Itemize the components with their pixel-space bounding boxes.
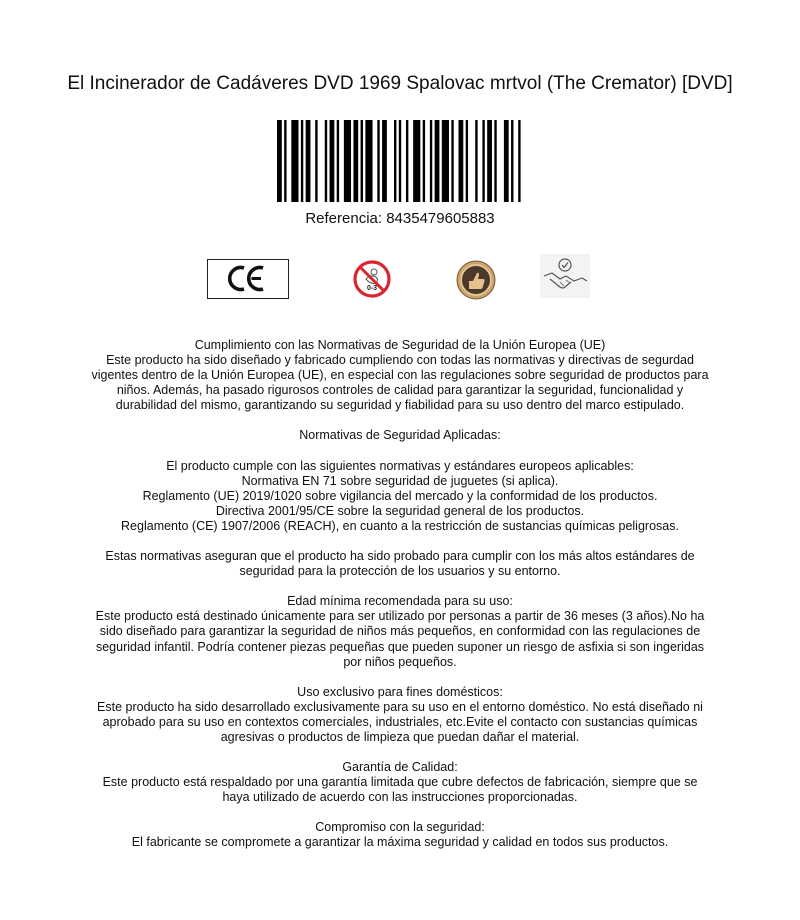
barcode-bar: [344, 120, 351, 202]
section-line: agresivas o productos de limpieza que puedan dañar el material.: [220, 729, 580, 744]
section-heading: Normativas de Seguridad Aplicadas:: [299, 428, 501, 443]
barcode-bar: [361, 120, 363, 202]
barcode-bar: [466, 120, 468, 202]
section-spacer: [60, 805, 740, 820]
section-spacer: [60, 444, 740, 459]
section-line: Este producto está respaldado por una garantía limitada que cubre defectos de fabricación, siempre que se: [102, 775, 698, 790]
barcode-bar: [475, 120, 477, 202]
barcode-bar: [487, 120, 492, 202]
section-line: sido diseñado para garantizar la seguridad de niños más pequeños, en conformidad con las regulaciones de: [99, 624, 701, 639]
barcode-bar: [353, 120, 358, 202]
handshake-check-icon: [540, 254, 590, 298]
section-line: Este producto ha sido desarrollado exclusivamente para su uso en el entorno doméstico. No está diseñado ni: [97, 699, 703, 714]
section-spacer: [60, 413, 740, 428]
barcode-bar: [277, 120, 282, 202]
section-spacer: [60, 745, 740, 760]
barcode-bar: [284, 120, 286, 202]
section-line: Directiva 2001/95/CE sobre la seguridad general de los productos.: [215, 503, 585, 518]
barcode-bar: [377, 120, 379, 202]
barcode-bar: [430, 120, 432, 202]
barcode-image: [277, 120, 523, 202]
certification-icons: [0, 252, 800, 304]
section-line: Este producto está destinado únicamente para ser utilizado por personas a partir de 36 meses (3 años).No ha: [95, 609, 705, 624]
barcode-bar: [330, 120, 335, 202]
section-heading: Estas normativas aseguran que el producto ha sido probado para cumplir con los más altos estándares de: [105, 549, 695, 564]
barcode-bar: [325, 120, 327, 202]
section-line: El fabricante se compromete a garantizar la máxima seguridad y calidad en todos sus productos.: [131, 835, 669, 850]
section-heading: Garantía de Calidad:: [342, 760, 458, 775]
quality-badge-icon: [455, 259, 497, 301]
section-line: vigentes dentro de la Unión Europea (UE), en especial con las regulaciones sobre seguridad de productos para: [91, 368, 709, 383]
section-line: haya utilizado de acuerdo con las instrucciones proporcionadas.: [222, 790, 578, 805]
barcode-bar: [306, 120, 311, 202]
barcode-bar: [459, 120, 464, 202]
barcode-bar: [291, 120, 298, 202]
section-line: aprobado para su uso en contextos comerciales, industriales, etc.Evite el contacto con sustancias químicas: [102, 714, 698, 729]
age-restriction-0-3-icon: [352, 259, 392, 299]
barcode-bar: [315, 120, 317, 202]
section-heading: Compromiso con la seguridad:: [315, 820, 485, 835]
barcode-bar: [435, 120, 440, 202]
section-heading: Cumplimiento con las Normativas de Seguridad de la Unión Europea (UE): [194, 338, 606, 352]
section-line: Reglamento (CE) 1907/2006 (REACH), en cuanto a la restricción de sustancias químicas peligrosas.: [121, 518, 679, 533]
ce-mark-icon: [207, 259, 289, 299]
section-line: seguridad infantil. Podría contener piezas pequeñas que pueden suponer un riesgo de asfixia si son ingeridas: [95, 639, 705, 654]
barcode-bar: [337, 120, 339, 202]
section-spacer: [60, 670, 740, 685]
barcode-bar: [504, 120, 509, 202]
section-line: Este producto ha sido diseñado y fabricado cumpliendo con todas las normativas y directivas de segurdad: [106, 353, 694, 368]
barcode-bar: [394, 120, 396, 202]
barcode-bar: [518, 120, 520, 202]
page-title: El Incinerador de Cadáveres DVD 1969 Spalovac mrtvol (The Cremator) [DVD]: [67, 73, 733, 94]
barcode-bar: [365, 120, 372, 202]
barcode-bar: [442, 120, 449, 202]
section-line: Reglamento (UE) 2019/1020 sobre vigilancia del mercado y la conformidad de los productos.: [142, 488, 658, 503]
barcode-bar: [451, 120, 453, 202]
section-line: niños. Además, ha pasado rigurosos controles de calidad para garantizar la seguridad, funcionalidad y: [116, 383, 684, 398]
barcode-bar: [301, 120, 303, 202]
section-heading: Uso exclusivo para fines domésticos:: [297, 684, 503, 699]
safety-compliance-text: [60, 338, 740, 851]
section-line: seguridad para la protección de los usuarios y su entorno.: [239, 564, 561, 579]
section-spacer: [60, 579, 740, 594]
barcode-bar: [494, 120, 496, 202]
section-line: durabilidad del mismo, garantizando su seguridad y fiabilidad para su uso dentro del marco estipulado.: [115, 398, 685, 413]
section-line: por niños pequeños.: [343, 654, 457, 669]
age-icon-label: 0-3: [366, 285, 378, 292]
barcode-bar: [382, 120, 387, 202]
barcode-bar: [413, 120, 420, 202]
section-heading: El producto cumple con las siguientes normativas y estándares europeos aplicables:: [166, 458, 634, 473]
section-line: Normativa EN 71 sobre seguridad de juguetes (si aplica).: [241, 473, 559, 488]
section-heading: Edad mínima recomendada para su uso:: [287, 594, 513, 609]
barcode-bar: [511, 120, 513, 202]
barcode-bar: [423, 120, 425, 202]
barcode-bar: [399, 120, 401, 202]
barcode-bar: [406, 120, 408, 202]
barcode-bar: [482, 120, 484, 202]
reference-number: Referencia: 8435479605883: [305, 210, 495, 227]
section-spacer: [60, 534, 740, 549]
